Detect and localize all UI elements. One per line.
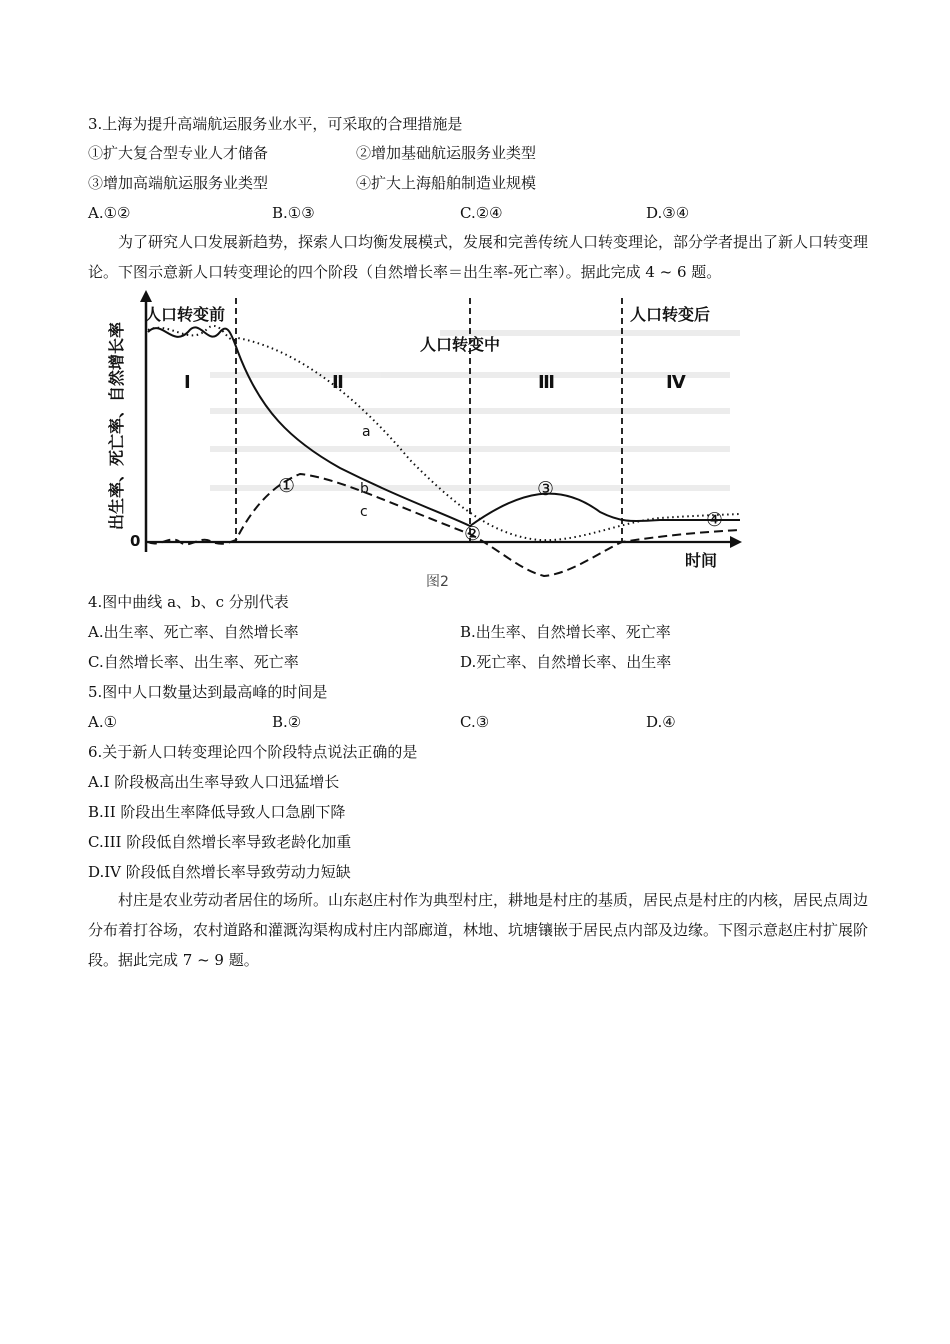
y-axis-arrow (140, 290, 152, 302)
q3-option-d: D.③④ (646, 204, 690, 222)
curve-a-label: a (362, 424, 371, 440)
bleed-through-texture (210, 330, 740, 491)
population-transition-figure (100, 290, 760, 590)
stage-1-label: Ⅰ (184, 372, 191, 393)
q4-option-a: A.出生率、死亡率、自然增长率 (88, 623, 299, 641)
stage-2-label: Ⅱ (332, 372, 344, 393)
origin-label: 0 (130, 532, 141, 550)
q6-option-b: B.II 阶段出生率降低导致人口急剧下降 (88, 803, 346, 821)
q3-option-c: C.②④ (460, 204, 503, 222)
q3-item-1: ①扩大复合型专业人才储备 (88, 144, 269, 162)
q5-option-b: B.② (272, 713, 302, 731)
header-during: 人口转变中 (420, 335, 501, 354)
q4-stem: 4.图中曲线 a、b、c 分别代表 (88, 593, 289, 611)
q4-option-b: B.出生率、自然增长率、死亡率 (460, 623, 671, 641)
stage-4-label: Ⅳ (666, 372, 686, 393)
intro-paragraph-1: 为了研究人口发展新趋势，探索人口均衡发展模式，发展和完善传统人口转变理论，部分学者提出了新人口转变理论。下图示意新人口转变理论的四个阶段（自然增长率＝出生率-死亡率）。据此完成 4 ~ 6 题。 (88, 233, 869, 281)
intro-paragraph-2: 村庄是农业劳动者居住的场所。山东赵庄村作为典型村庄，耕地是村庄的基质，居民点是村庄的内核，居民点周边分布着打谷场，农村道路和灌溉沟渠构成村庄内部廊道，林地、坑塘镶嵌于居民点内部及边缘。下图示意赵庄村扩展阶段。据此完成 7 ~ 9 题。 (88, 891, 869, 969)
q5-option-a: A.① (88, 713, 118, 731)
x-axis-label: 时间 (685, 551, 718, 570)
q4-option-d: D.死亡率、自然增长率、出生率 (460, 653, 672, 671)
curve-b (148, 327, 740, 526)
q6-option-c: C.III 阶段低自然增长率导致老龄化加重 (88, 833, 352, 851)
header-before: 人口转变前 (145, 305, 226, 324)
header-after: 人口转变后 (630, 305, 711, 324)
q3-option-a: A.①② (88, 204, 131, 222)
figure-caption-fragment: 图2 (426, 574, 449, 590)
y-axis-label: 出生率、死亡率、自然增长率 (107, 321, 126, 530)
x-axis-arrow (730, 536, 742, 548)
q5-option-d: D.④ (646, 713, 676, 731)
q3-item-4: ④扩大上海船舶制造业规模 (356, 174, 537, 192)
q3-item-3: ③增加高端航运服务业类型 (88, 174, 269, 192)
q3-item-2: ②增加基础航运服务业类型 (356, 144, 537, 162)
q6-option-a: A.I 阶段极高出生率导致人口迅猛增长 (88, 773, 340, 791)
q3-option-b: B.①③ (272, 204, 315, 222)
q4-option-c: C.自然增长率、出生率、死亡率 (88, 653, 299, 671)
mark-1: ① (278, 475, 296, 497)
q5-stem: 5.图中人口数量达到最高峰的时间是 (88, 683, 328, 701)
curve-c-label: c (360, 504, 368, 520)
mark-3: ③ (537, 478, 555, 500)
q3-stem: 3.上海为提升高端航运服务业水平，可采取的合理措施是 (88, 115, 463, 133)
curve-b-label: b (360, 481, 369, 497)
q6-stem: 6.关于新人口转变理论四个阶段特点说法正确的是 (88, 743, 418, 761)
mark-2: ② (464, 523, 482, 545)
mark-4: ④ (706, 509, 724, 531)
q6-option-d: D.IV 阶段低自然增长率导致劳动力短缺 (88, 863, 351, 881)
stage-3-label: Ⅲ (538, 372, 556, 393)
q5-option-c: C.③ (460, 713, 490, 731)
